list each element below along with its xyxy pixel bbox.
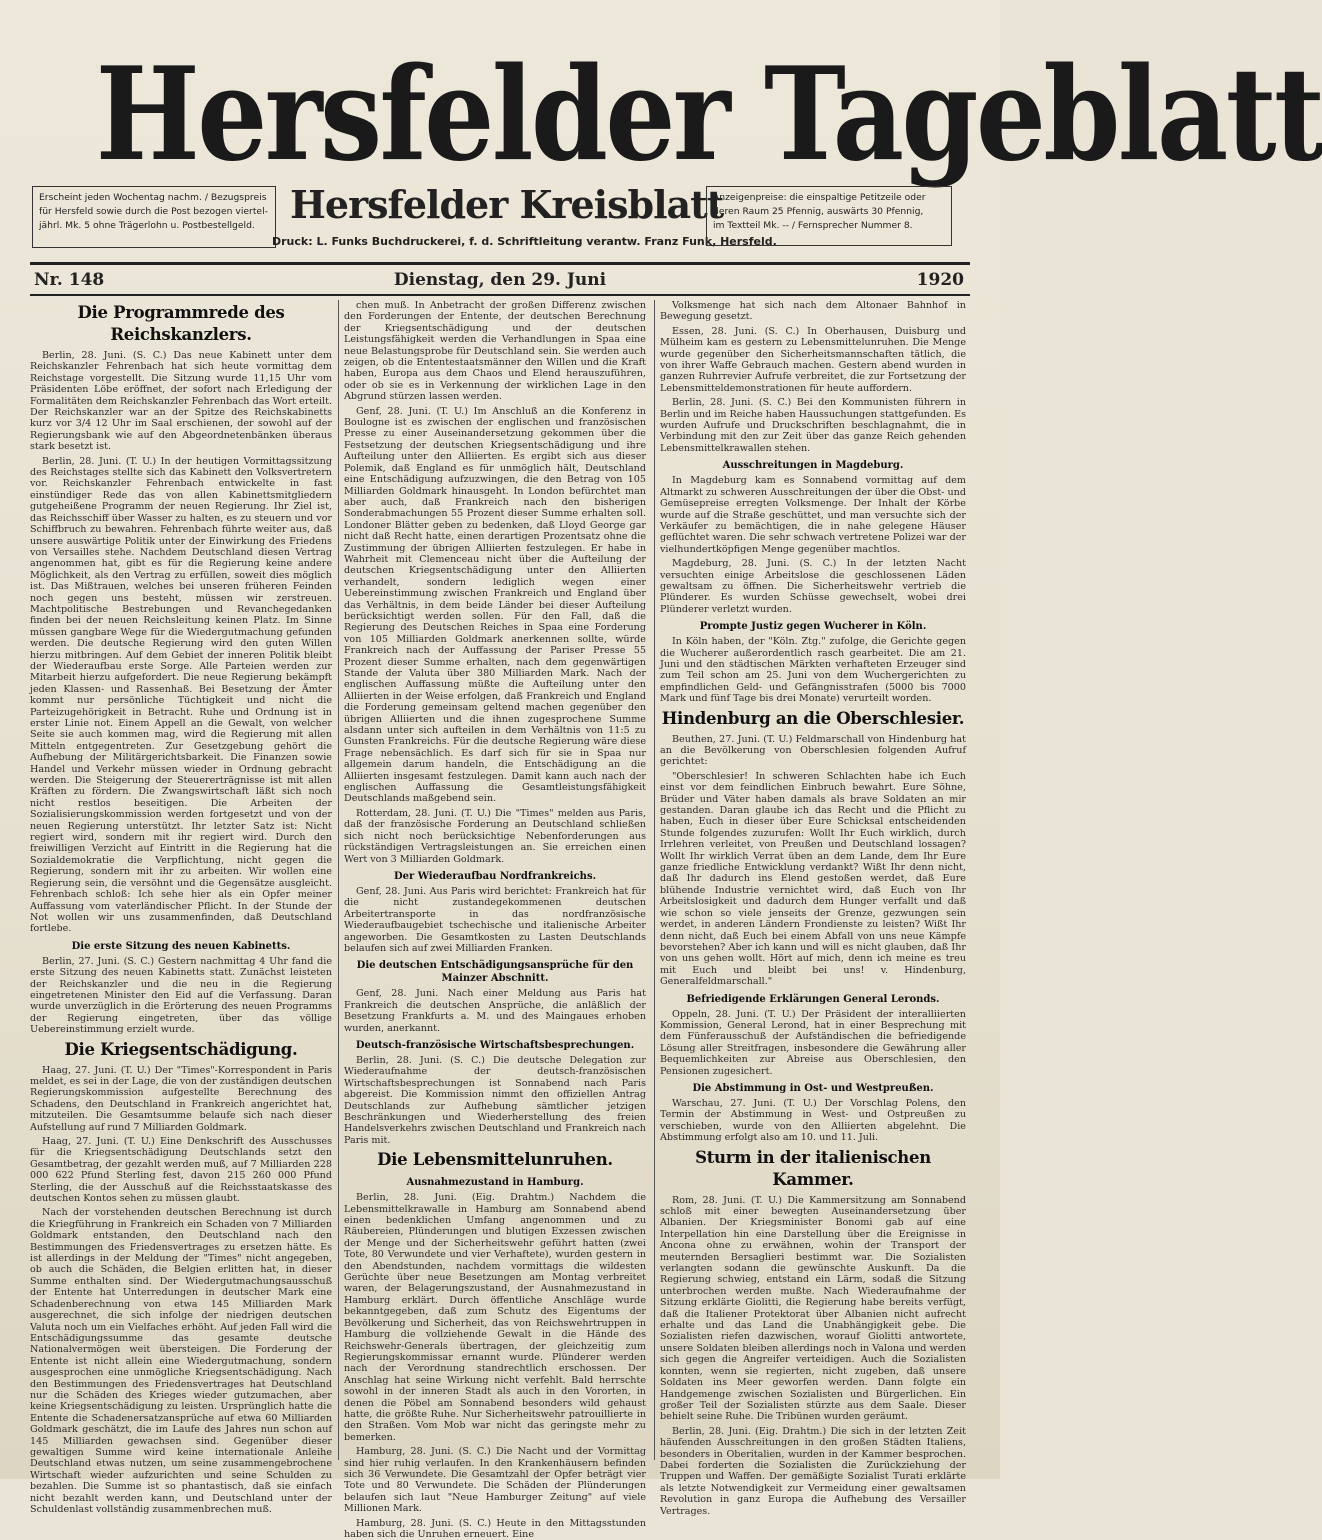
article-paragraph: Berlin, 28. Juni. (S. C.) Bei den Kommunisten führern in Berlin und im Reiche haben Haussuchungen stattgefunden. Es wurden Aufrufe und Druckschriften beschlagnahmt, die in Verbindung mit den zur Zeit über das ganze Reich gehenden Lebensmittelkrawallen stehen. [660,397,966,454]
article-paragraph: Haag, 27. Juni. (T. U.) Eine Denkschrift des Ausschusses für die Kriegsentschädigung Deutschlands setzt den Gesamtbetrag, der gezahlt werden muß, auf 7 Milliarden 228 000 622 Pfund Sterling fest, davon 215 260 000 Pfund Sterling, die der Ausschuß auf die Reichsstaatskasse des deutschen Kontos sehen zu müssen glaubt. [30,1136,332,1205]
header-rule-bottom [30,294,970,296]
article-columns [30,300,970,1540]
printer-line: Druck: L. Funks Buchdruckerei, f. d. Schriftleitung verantw. Franz Funk, Hersfeld. [272,235,777,248]
article-paragraph: Genf, 28. Juni. (T. U.) Im Anschluß an die Konferenz in Boulogne ist es zwischen der englischen und französischen Presse zu einer Auseinandersetzung gekommen über die Festsetzung der deutschen Kriegsentschädigung und ihre Aufteilung unter den Alliierten. Es ergibt sich aus dieser Polemik, daß England es für unmöglich hält, Deutschland eine Entschädigung aufzuzwingen, die den Betrag von 105 Milliarden Goldmark hinausgeht. In London befürchtet man aber auch, daß Frankreich nach den bisherigen Sonderabmachungen 55 Prozent dieser Summe erhalten soll. Londoner Blätter geben zu bedenken, daß Lloyd George gar nicht daß Recht hatte, einen derartigen Prozentsatz ohne die Zustimmung der übrigen Alliierten festzulegen. Er habe in Wahrheit mit Clemenceau nicht über die Aufteilung der deutschen Kriegsentschädigung unter den Alliierten verhandelt, sondern lediglich wegen einer Uebereinstimmung zwischen Frankreich und England über das Verhältnis, in dem beide Länder bei dieser Aufteilung berücksichtigt werden sollen. Für den Fall, daß die Regierung des Deutschen Reiches in Spaa eine Forderung von 105 Milliarden Goldmark anerkennen sollte, würde Frankreich nach der Auffassung der Pariser Presse 55 Prozent dieser Summe erhalten, nach dem gegenwärtigen Stande der Valuta über 380 Milliarden Mark. Nach der englischen Auffassung müßte die Aufteilung unter den Alliierten in der Weise erfolgen, daß Frankreich und England die Forderung gemeinsam geltend machen gegenüber den übrigen Alliierten und die ihnen zugesprochene Summe alsdann unter sich aufteilen in dem Verhältnis von 11:5 zu Gunsten Frankreichs. Für die deutsche Regierung wäre diese Frage nebensächlich. Es darf sich für sie in Spaa nur allgemein darum handeln, die Entschädigung an die Alliierten insgesamt festzulegen. Damit kann auch nach der englischen Auffassung die Gesamtleistungsfähigkeit Deutschlands maßgebend sein. [344,405,646,805]
article-paragraph: In Magdeburg kam es Sonnabend vormittag auf dem Altmarkt zu schweren Ausschreitungen der über die Obst- und Gemüsepreise erregten Volksmenge. Der Inhalt der Körbe wurde auf die Straße geschüttet, und man versuchte sich der Verkäufer zu bemächtigen, die in nahe gelegene Häuser geflüchtet waren. Die sehr schwach vertretene Polizei war der vielhundertköpfigen Menge gegenüber machtlos. [660,475,966,555]
advertising-line: deren Raum 25 Pfennig, auswärts 30 Pfennig, [713,206,924,217]
article-paragraph: Warschau, 27. Juni. (T. U.) Der Vorschlag Polens, den Termin der Abstimmung in West- und Ostpreußen zu verschieben, wurde von den Alliierten abgelehnt. Die Abstimmung erfolgt also am 10. und 11. Juli. [660,1097,966,1144]
article-paragraph: Berlin, 27. Juni. (S. C.) Gestern nachmittag 4 Uhr fand die erste Sitzung des neuen Kabinetts statt. Zunächst leisteten der Reichskanzler und die neu in die Regierung eingetretenen Minister den Eid auf die Verfassung. Daran wurde unverzüglich in die Erörterung des neuen Programms der Regierung eingetreten, über das völlige Uebereinstimmung erzielt wurde. [30,955,332,1036]
dateline [30,266,970,294]
article-subheadline: Ausschreitungen in Magdeburg. [722,460,904,472]
subscription-box [32,186,276,248]
advertising-box [706,186,952,246]
column-2 [344,300,646,1540]
article-paragraph: Berlin, 28. Juni. (Eig. Drahtm.) Nachdem die Lebensmittelkrawalle in Hamburg am Sonnabend abend einen bedenklichen Umfang angenommen und zu Räubereien, Plünderungen und blutigen Exzessen zwischen der Menge und der Sicherheitswehr geführt hatten (zwei Tote, 80 Verwundete und vier Verhaftete), wurden gestern in den Abendstunden, nachdem vormittags die wildesten Gerüchte über neue Besetzungen am Montag verbreitet waren, der Belagerungszustand, der Ausnahmezustand in Hamburg erklärt. Durch öffentliche Anschläge wurde bekanntgegeben, daß zum Schutz des Eigentums der Bevölkerung und Sicherheit, das von Reichswehrtruppen in Hamburg die vollziehende Gewalt in die Hände des Reichswehr-Generals übertragen, der gleichzeitig zum Regierungskommissar ernannt wurde. Plünderer werden nach der Verordnung standrechtlich erschossen. Der Anschlag hat seine Wirkung nicht verfehlt. Bald herrschte sowohl in der inneren Stadt als auch in den Vororten, in denen die Pöbel am Sonnabend besonders wild gehaust hatte, die größte Ruhe. Nur Sicherheitswehr patrouillierte in den Straßen. Vom Mob war nicht das geringste mehr zu bemerken. [344,1192,646,1443]
subscription-line: jährl. Mk. 5 ohne Trägerlohn u. Postbestellgeld. [39,220,255,231]
article-paragraph: Berlin, 28. Juni. (S. C.) Die deutsche Delegation zur Wiederaufnahme der deutsch-französischen Wirtschaftsbesprechungen ist Sonnabend nach Paris abgereist. Die Kommission nimmt den offiziellen Antrag Deutschlands zur Aufhebung sämtlicher jetzigen Beschränkungen und Wiederherstellung des freien Handelsverkehrs zwischen Deutschland und Frankreich nach Paris mit. [344,1054,646,1146]
article-paragraph: Genf, 28. Juni. Nach einer Meldung aus Paris hat Frankreich die deutschen Ansprüche, die anläßlich der Besetzung Frankfurts a. M. und des Maingaues erhoben wurden, anerkannt. [344,988,646,1034]
article-paragraph: Beuthen, 27. Juni. (T. U.) Feldmarschall von Hindenburg hat an die Bevölkerung von Oberschlesien folgenden Aufruf gerichtet: [660,733,966,768]
article-subheadline: Befriedigende Erklärungen General Leronds. [686,993,940,1005]
article-paragraph: In Köln haben, der "Köln. Ztg." zufolge, die Gerichte gegen die Wucherer außerordentlich rasch gearbeitet. Die am 21. Juni und den städtischen Märkten verhafteten Erzeuger sind zum Teil schon am 25. Juni von dem Wuchergerichten zu empfindlichen Geld- und Gefängnisstrafen (5000 bis 7000 Mark und fünf Tage bis drei Monate) verurteilt worden. [660,636,966,705]
article-paragraph: Berlin, 28. Juni. (Eig. Drahtm.) Die sich in der letzten Zeit häufenden Ausschreitungen in den großen Städten Italiens, besonders in Oberitalien, wurden in der Kammer besprochen. Dabei forderten die Sozialisten die Zurückziehung der Truppen und Waffen. Der gemäßigte Sozialist Turati erklärte als letzte Notwendigkeit zur Vermeidung einer gewaltsamen Revolution in ganz Europa die Aufhebung des Versailler Vertrages. [660,1425,966,1517]
header-rule-top [30,262,970,265]
article-paragraph: Nach der vorstehenden deutschen Berechnung ist durch die Kriegführung in Frankreich ein Schaden von 7 Milliarden Goldmark entstanden, den Deutschland nach den Bestimmungen des Friedensvertrages zu ersetzen hätte. Es ist allerdings in der Meldung der "Times" nicht angegeben, ob auch die Schäden, die Belgien erlitten hat, in dieser Summe enthalten sind. Der Wiedergutmachungsausschuß der Entente hat Unterredungen in deutscher Mark eine Schadenberechnung von etwa 145 Milliarden Mark ausgerechnet, die sich infolge der niedrigen deutschen Valuta noch um ein Vielfaches erhöht. Auf jeden Fall wird die Entschädigungssumme das gesamte deutsche Nationalvermögen weit übersteigen. Die Forderung der Entente ist nicht allein eine Wiedergutmachung, sondern ausgesprochen eine unmögliche Kriegsentschädigung. Nach den Bestimmungen des Friedensvertrages hat Deutschland nur die Schäden des Krieges wieder gutzumachen, aber keine Kriegsentschädigung zu leisten. Ursprünglich hatte die Entente die Schadenersatzansprüche auf etwa 60 Milliarden Goldmark geschätzt, die im Laufe des Jahres nun schon auf 145 Milliarden gewachsen sind. Gegenüber dieser gewaltigen Summe wird keine internationale Anleihe Deutschland etwas nutzen, um seine zusammengebrochene Wirtschaft wieder aufzurichten und seine Schulden zu bezahlen. Die Summe ist so phantastisch, daß sie einfach nicht bezahlt werden kann, und Deutschland unter der Schuldenlast vollständig zusammenbrechen muß. [30,1207,332,1515]
article-subheadline: Die deutschen Entschädigungsansprüche für den Mainzer Abschnitt. [356,960,634,985]
article-paragraph: Berlin, 28. Juni. (S. C.) Das neue Kabinett unter dem Reichskanzler Fehrenbach hat sich heute vormittag dem Reichstage vorgestellt. Die Sitzung wurde 11,15 Uhr vom Präsidenten Löbe eröffnet, der sofort nach Erledigung der Formalitäten dem Reichskanzler Fehrenbach das Wort erteilt. Der Reichskanzler war an der Spitze des Reichskabinetts kurz vor 3/4 12 Uhr im Saal erschienen, der sowohl auf der Regierungsbank wie auf den Abgeordnetenbänken überaus stark besetzt ist. [30,350,332,453]
article-subheadline: Deutsch-französische Wirtschaftsbesprechungen. [355,1039,635,1051]
article-paragraph: Hamburg, 28. Juni. (S. C.) Die Nacht und der Vormittag sind hier ruhig verlaufen. In den Krankenhäusern befinden sich 36 Verwundete. Die Gesamtzahl der Opfer beträgt vier Tote und 80 Verwundete. Die Schäden der Plünderungen belaufen sich laut "Neue Hamburger Zeitung" auf viele Millionen Mark. [344,1446,646,1515]
article-paragraph: Rotterdam, 28. Juni. (T. U.) Die "Times" melden aus Paris, daß der französische Forderung an Deutschland schließen sich nicht noch berücksichtige Nebenforderungen aus rückständigen Vertragsleistungen an. Sie erreichen einen Wert von 3 Milliarden Goldmark. [344,807,646,865]
article-subheadline: Prompte Justiz gegen Wucherer in Köln. [699,621,927,633]
advertising-line: Anzeigenpreise: die einspaltige Petitzeile oder [713,192,926,203]
column-3 [660,300,966,1517]
article-paragraph: Rom, 28. Juni. (T. U.) Die Kammersitzung am Sonnabend schloß mit einer bewegten Auseinandersetzung über Albanien. Der Kriegsminister Bonomi gab auf eine Interpellation hin eine Darstellung über die Ereignisse in Ancona ohne zu erwähnen, wohin der Transport der meuternden Bersaglieri bestimmt war. Die Sozialisten verlangten sodann die gewünschte Auskunft. Da die Regierung schwieg, entstand ein Lärm, sodaß die Sitzung unterbrochen werden mußte. Nach Wiederaufnahme der Sitzung erklärte Giolitti, die Regierung habe bereits verfügt, daß die Italiener Protektorat über Albanien nicht aufrecht erhalte und das Land die Unabhängigkeit gebe. Die Sozialisten riefen dazwischen, worauf Giolitti antwortete, unsere Soldaten bleiben allerdings noch in Valona und werden sich gegen die Angreifer verteidigen. Auch die Sozialisten konnten, wenn sie regierten, nicht zugeben, daß unsere Soldaten ins Meer geworfen werden. Dann folgte ein Handgemenge zwischen Sozialisten und Bürgerlichen. Ein großer Teil der Sozialisten stürzte aus dem Saale. Dieser behielt seine Ruhe. Die Tribünen wurden geräumt. [660,1194,966,1423]
article-headline: Sturm in der italienischen Kammer. [695,1147,931,1189]
article-paragraph: Oppeln, 28. Juni. (T. U.) Der Präsident der interalliierten Kommission, General Lerond, hat in einer Besprechung mit dem Fünferausschuß der Aufständischen die befriedigende Lösung aller Streitfragen, insbesondere die Gewährung aller Bequemlichkeiten zur Abreise aus Oberschlesien, den Pensionen zugesichert. [660,1008,966,1077]
masthead-subtitle: Hersfelder Kreisblatt [290,182,724,227]
subscription-line: Erscheint jeden Wochentag nachm. / Bezugspreis [39,192,267,203]
article-paragraph: Volksmenge hat sich nach dem Altonaer Bahnhof in Bewegung gesetzt. [660,300,966,323]
article-paragraph: Hamburg, 28. Juni. (S. C.) Heute in den Mittagsstunden haben sich die Unruhen erneuert. Eine [344,1517,646,1540]
article-paragraph: Essen, 28. Juni. (S. C.) In Oberhausen, Duisburg und Mülheim kam es gestern zu Lebensmittelunruhen. Die Menge wurde gegenüber den Sicherheitsmannschaften tätlich, die von ihrer Waffe Gebrauch machen. Gestern abend wurden in ganzen Ruhrrevier Aufrufe verbreitet, die zur Fortsetzung der Lebensmitteldemonstrationen für heute auffordern. [660,325,966,394]
article-subheadline: Die Abstimmung in Ost- und Westpreußen. [692,1082,934,1094]
article-subheadline: Der Wiederaufbau Nordfrankreichs. [393,870,597,882]
article-subheadline: Ausnahmezustand in Hamburg. [406,1177,584,1189]
masthead-title: Hersfelder Tageblatt [95,40,1322,190]
issue-date: Dienstag, den 29. Juni [393,270,607,290]
column-1 [30,300,332,1515]
article-paragraph: "Oberschlesier! In schweren Schlachten habe ich Euch einst vor dem feindlichen Einbruch bewahrt. Eure Söhne, Brüder und Väter haben damals als brave Soldaten an mir gestanden. Daran glaube ich das Recht und die Pflicht zu haben, Euch in dieser über Eure Schicksal entscheidenden Stunde folgendes zuzurufen: Wollt Ihr Euch wirklich, durch Irrlehren verleitet, von Preußen und Deutschland lossagen? Wollt Ihr wirklich Verrat üben an dem Lande, dem Ihr Eure ganze friedliche Entwicklung verdankt? Wißt Ihr denn nicht, daß Ihr dadurch ins Elend gestoßen werdet, daß Eure blühende Industrie vernichtet wird, daß Euch von Ihr Arbeitslosigkeit und dadurch dem Hunger verfallt und daß wie schon so viele jenseits der Grenze, gezwungen sein werdet, in anderen Ländern Frondienste zu leisten? Wißt Ihr denn nicht, daß Euch bei einem Abfall von uns neue Kämpfe bevorstehen? Aber ich kann und will es nicht glauben, daß Ihr von uns gehen wollt. Hört auf mich, denn ich meine es treu mit Euch und bleibt bei uns! v. Hindenburg, Generalfeldmarschall." [660,770,966,988]
article-paragraph: Genf, 28. Juni. Aus Paris wird berichtet: Frankreich hat für die nicht zustandegekommenen deutschen Arbeitertransporte in das nordfranzösische Wiederaufbaugebiet tschechische und italienische Arbeiter angeworben. Die Gesamtkosten zu Lasten Deutschlands belaufen sich auf zwei Milliarden Franken. [344,885,646,954]
article-headline: Hindenburg an die Oberschlesier. [661,708,965,728]
issue-year: 1920 [916,270,964,290]
subscription-line: für Hersfeld sowie durch die Post bezogen viertel- [39,206,268,217]
article-headline: Die Kriegsentschädigung. [64,1039,298,1059]
article-paragraph: chen muß. In Anbetracht der großen Differenz zwischen den Forderungen der Entente, der deutschen Berechnung der Kriegsentschädigung und der deutschen Leistungsfähigkeit werden die Verhandlungen in Spaa eine neue Belastungsprobe für Deutschland sein. Sie werden auch zeigen, ob die Ententestaatsmänner den Willen und die Kraft haben, Europa aus dem Chaos und Elend herauszuführen, oder ob sie es in Verkennung der wirklichen Lage in den Abgrund stürzen lassen werden. [344,300,646,403]
article-paragraph: Haag, 27. Juni. (T. U.) Der "Times"-Korrespondent in Paris meldet, es sei in der Lage, die von der zuständigen deutschen Regierungskommission aufgestellte Berechnung des Schadens, den Deutschland in Frankreich angerichtet hat, mitzuteilen. Die Gesamtsumme belaufe sich nach dieser Aufstellung auf rund 7 Milliarden Goldmark. [30,1064,332,1133]
article-headline: Die Lebensmittelunruhen. [377,1150,613,1170]
article-paragraph: Berlin, 28. Juni. (T. U.) In der heutigen Vormittagssitzung des Reichstages stellte sich das Kabinett den Volksvertretern vor. Reichskanzler Fehrenbach entwickelte in fast einstündiger Rede das von allen Kabinettsmitgliedern gutgeheißene Programm der neuen Regierung. Ihr Ziel ist, das Reichsschiff über Wasser zu halten, es zu steuern und vor Schiffbruch zu bewahren. Fehrenbach führte weiter aus, daß unsere auswärtige Politik unter der Einwirkung des Friedens von Versailles stehe. Nachdem Deutschland diesen Vertrag angenommen hat, gibt es für die Regierung keine andere Möglichkeit, als den Vertrag zu erfüllen, soweit dies möglich ist. Das Mißtrauen, welches bei unseren früheren Feinden noch gegen uns besteht, müssen wir zerstreuen. Machtpolitische Bestrebungen und Revanchegedanken finden bei der neuen Reichsleitung keinen Platz. Im Sinne müssen gangbare Wege für die Wiedergutmachung gefunden werden. Die deutsche Regierung wird den guten Willen hierzu mitbringen. Auf dem Gebiet der inneren Politik bleibt der Wiederaufbau erste Sorge. Alle Parteien werden zur Mitarbeit hierzu aufgefordert. Die neue Regierung bekämpft jeden Klassen- und Rassenhaß. Bei Besetzung der Ämter kommt nur persönliche Tüchtigkeit und nicht die Parteizugehörigkeit in Betracht. Ruhe und Ordnung ist in erster Linie not. Einem Appell an die Gewalt, von welcher Seite sie auch kommen mag, wird die Regierung mit allen Mitteln entgegentreten. Zur Gesetzgebung gehört die Aufhebung der Militärgerichtsbarkeit. Die Finanzen sowie Handel und Verkehr müssen wieder in Ordnung gebracht werden. Die Steigerung der Steuererträgnisse ist mit allen Kräften zu fördern. Die Zwangswirtschaft läßt sich noch nicht restlos beseitigen. Die Arbeiten der Sozialisierungskommission werden fortgesetzt und von der neuen Regierung unterstützt. Ihr letzter Satz ist: Nicht regiert wird, sondern mit ihr regiert wird. Durch den freiwilligen Verzicht auf Eintritt in die Regierung hat die Sozialdemokratie die Verpflichtung, nicht gegen die Regierung, sondern mit ihr zu arbeiten. Wir wollen eine Regierung sein, die versöhnt und die Gegensätze ausgleicht. Fehrenbach schloß: Ich sehe hier als ein Opfer meiner Auffassung vom vaterländischer Pflicht. In der Stunde der Not wollen wir uns zusammenfinden, daß Deutschland fortlebe. [30,455,332,935]
issue-number: Nr. 148 [34,270,105,290]
article-headline: Die Programmrede des Reichskanzlers. [77,303,285,344]
article-paragraph: Magdeburg, 28. Juni. (S. C.) In der letzten Nacht versuchten einige Arbeitslose die geschlossenen Läden gewaltsam zu öffnen. Die Sicherheitswehr vertrieb die Plünderer. Es wurden Schüsse gewechselt, wobei drei Plünderer verletzt wurden. [660,558,966,615]
article-subheadline: Die erste Sitzung des neuen Kabinetts. [71,940,291,952]
advertising-line: im Textteil Mk. -- / Fernsprecher Nummer 8. [713,220,913,231]
